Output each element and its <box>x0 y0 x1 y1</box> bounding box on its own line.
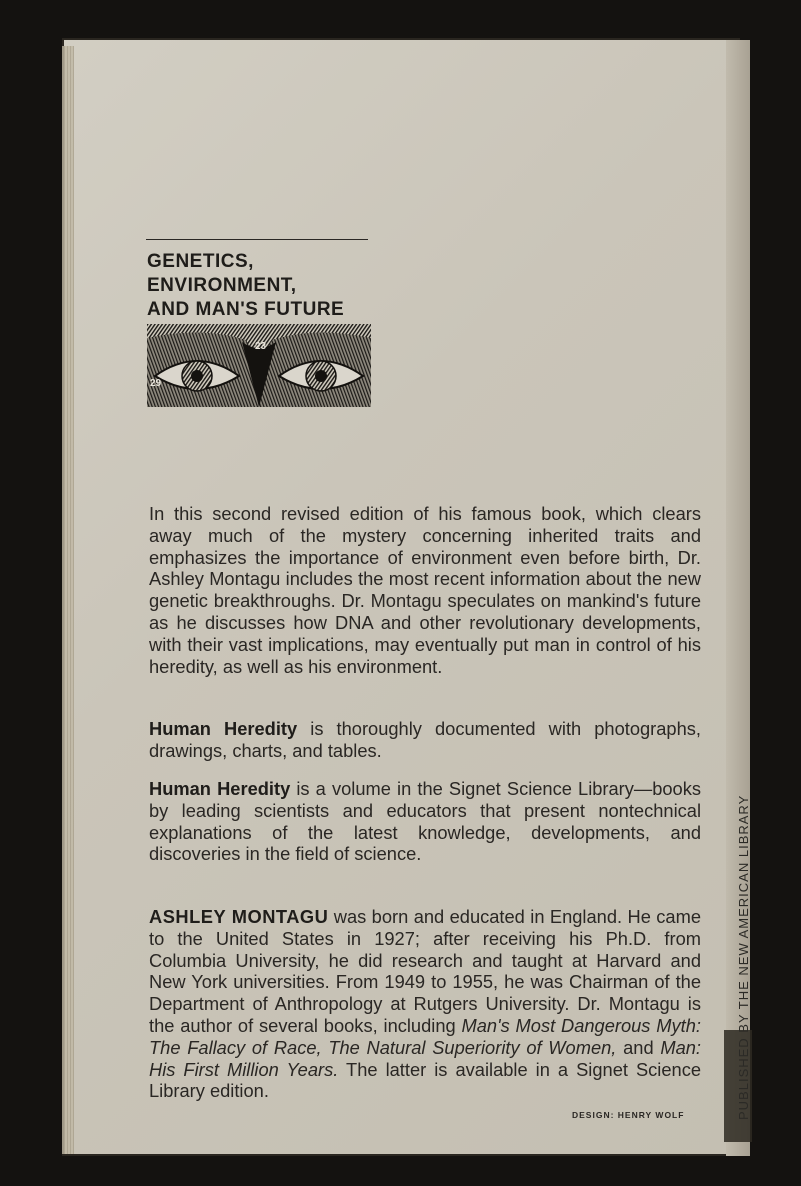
documentation-text: is thoroughly documented with photographs, drawings, charts, and tables. <box>149 718 701 761</box>
author-bio-paragraph <box>149 906 701 1102</box>
book-name-bold: Human Heredity <box>149 718 298 739</box>
bio-titles-1: Man's Most Dangerous Myth: The Fallacy of Race, The Natural Superiority of Women, <box>149 1014 701 1058</box>
documentation-paragraph <box>149 718 701 762</box>
title-line-2: ENVIRONMENT, <box>147 275 297 296</box>
title-rule <box>146 239 368 240</box>
bio-text-3: The latter is available in a Signet Science Library edition. <box>149 1058 702 1102</box>
bio-text-1: was born and educated in England. He came to the United States in 1927; after receiving his Ph.D. from Columbia University, he did research and taught at Harvard and New York universities. From 1949 to 1955, he was Chairman of the Department of Anthropology at Rutgers University. Dr. Montagu is the author of several books, including <box>149 906 701 1036</box>
series-paragraph <box>149 778 701 865</box>
page-edges <box>62 46 74 1154</box>
description-paragraph: In this second revised edition of his famous book, which clears away much of the mystery concerning inherited traits and emphasizes the importance of environment even before birth, Dr. Ashley Montagu includes the most recent information about the new genetic breakthroughs. Dr. Montagu speculates on mankind's future as he discusses how DNA and other revolutionary developments, with their vast implications, may eventually put man in control of his heredity, as well as his environment. <box>149 503 701 677</box>
eye-label-29: 29 <box>150 378 162 389</box>
series-text: is a volume in the Signet Science Library—books by leading scientists and educators that present nontechnical explanations of the latest knowledge, developments, and discoveries in the field of science. <box>149 778 701 865</box>
spine-publisher-text: PUBLISHED BY THE NEW AMERICAN LIBRARY <box>736 794 751 1120</box>
bio-titles-2: Man: His First Million Years. <box>149 1036 701 1080</box>
title-line-3: AND MAN'S FUTURE <box>147 299 345 320</box>
book-name-bold-2: Human Heredity <box>149 778 291 799</box>
eyes-illustration <box>147 324 371 407</box>
bio-text-2: and <box>616 1036 661 1058</box>
book-title <box>147 250 387 322</box>
eye-label-23: 23 <box>255 341 267 352</box>
design-credit: DESIGN: HENRY WOLF <box>572 1110 685 1120</box>
author-name: ASHLEY MONTAGU <box>149 906 329 927</box>
title-line-1: GENETICS, <box>147 251 254 272</box>
